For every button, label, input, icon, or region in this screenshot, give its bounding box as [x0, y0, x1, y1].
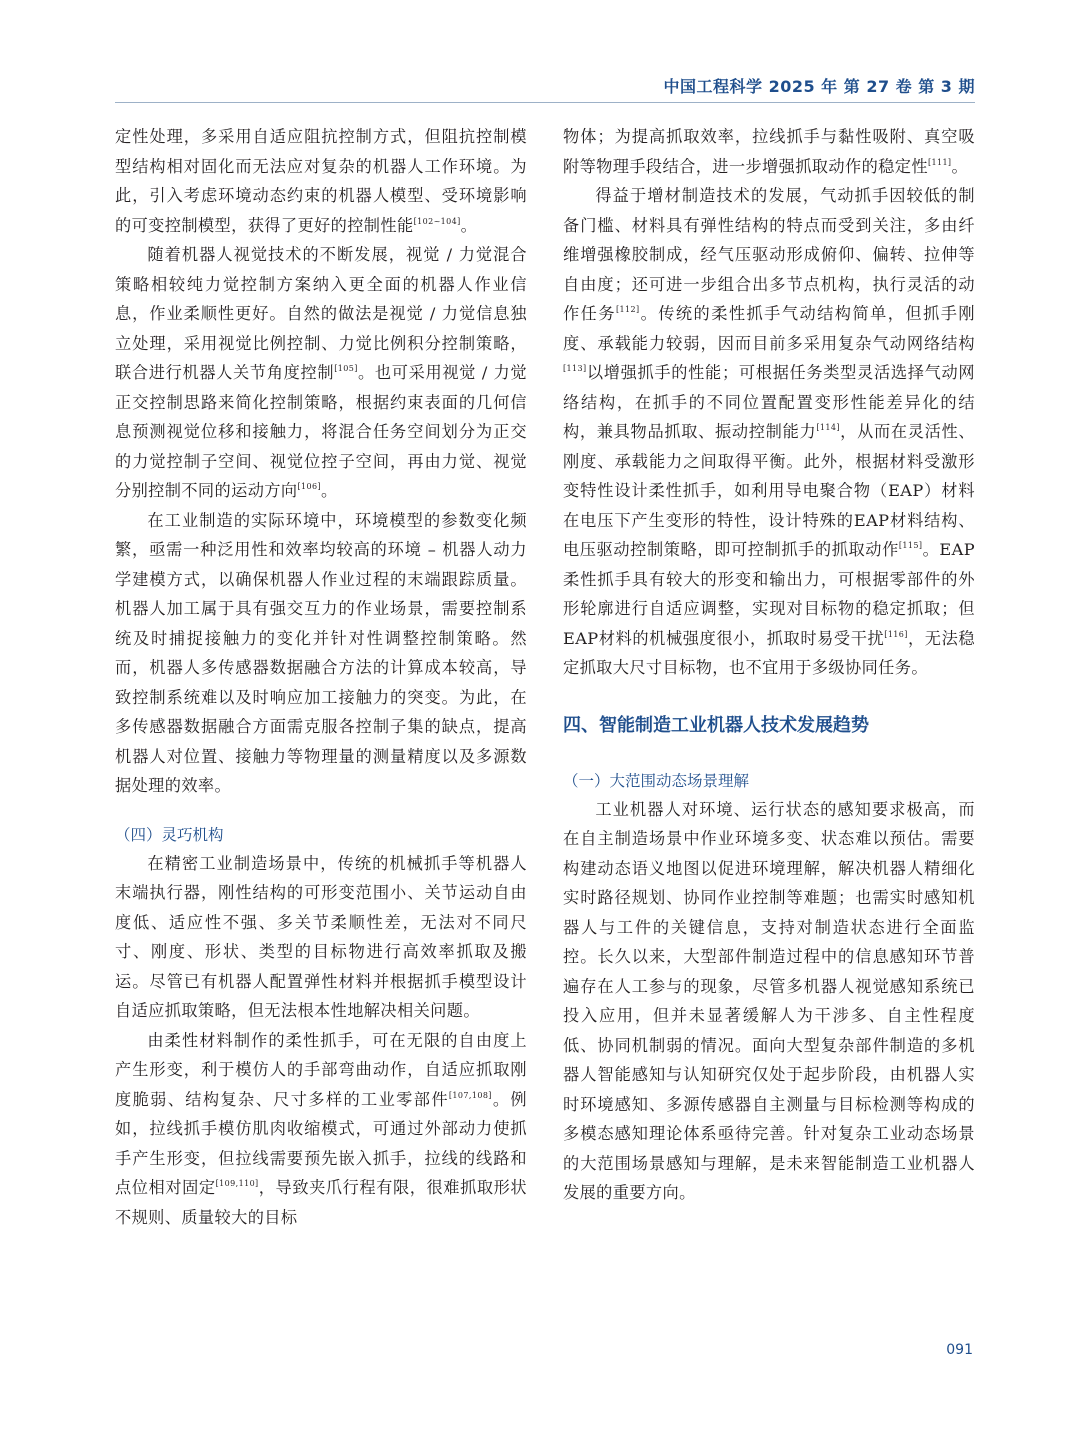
citation: [112] [615, 305, 640, 314]
citation: [105] [334, 364, 358, 373]
paragraph: 在精密工业制造场景中，传统的机械抓手等机器人末端执行器，刚性结构的可形变范围小、关节运动自由度低、适应性不强、多关节柔顺性差，无法对不同尺寸、刚度、形状、类型的目标物进行高效率抓取及搬运。尽管已有机器人配置弹性材料并根据抓手模型设计自适应抓取策略，但无法根本性地解决相关问题。 [115, 853, 527, 1020]
citation: [102~104] [413, 216, 461, 226]
citation: [109,110] [215, 1179, 259, 1188]
paragraph: 物体；为提高抓取效率，拉线抓手与黏性吸附、真空吸附等物理手段结合，进一步增强抓取动作的稳定性[111]。 [563, 127, 975, 176]
citation: [114] [816, 423, 840, 432]
citation: [115] [898, 541, 923, 550]
subsection-heading: （一）大范围动态场景理解 [563, 771, 750, 790]
section-heading: 四、智能制造工业机器人技术发展趋势 [563, 714, 869, 736]
citation: [111] [927, 157, 952, 167]
left-column [115, 122, 527, 1232]
page-number: 091 [946, 1342, 973, 1358]
citation: [116] [884, 629, 908, 639]
right-column [563, 122, 975, 1208]
paragraph: 随着机器人视觉技术的不断发展，视觉 / 力觉混合策略相较纯力觉控制方案纳入更全面的机器人作业信息，作业柔顺性更好。自然的做法是视觉 / 力觉信息独立处理，采用视觉比例控制、力觉比例积分控制策略，联合进行机器人关节角度控制[105]。也可采用视觉 / 力觉正交控制思路来简化控制策略，根据约束表面的几何信息预测视觉位移和接触力，将混合任务空间划分为正交的力觉控制子空间、视觉位控子空间，再由力觉、视觉分别控制不同的运动方向[106]。 [115, 245, 527, 500]
paragraph: 定性处理，多采用自适应阻抗控制方式，但阻抗控制模型结构相对固化而无法应对复杂的机器人工作环境。为此，引入考虑环境动态约束的机器人模型、受环境影响的可变控制模型，获得了更好的控制性能[102~104]。 [115, 127, 527, 235]
subsection-heading: （四）灵巧机构 [115, 825, 224, 844]
paragraph: 由柔性材料制作的柔性抓手，可在无限的自由度上产生形变，利于模仿人的手部弯曲动作，自适应抓取刚度脆弱、结构复杂、尺寸多样的工业零部件[107,108]。例如，拉线抓手模仿肌肉收缩模式，可通过外部动力使抓手产生形变，但拉线需要预先嵌入抓手，拉线的线路和点位相对固定[109,110]，导致夹爪行程有限，很难抓取形状不规则、质量较大的目标 [115, 1030, 527, 1227]
paragraph: 工业机器人对环境、运行状态的感知要求极高，而在自主制造场景中作业环境多变、状态难以预估。需要构建动态语义地图以促进环境理解，解决机器人精细化实时路径规划、协同作业控制等难题；也需实时感知机器人与工件的关键信息，支持对制造状态进行全面监控。长久以来，大型部件制造过程中的信息感知环节普遍存在人工参与的现象，尽管多机器人视觉感知系统已投入应用，但并未显著缓解人为干涉多、自主性程度低、协同机制弱的情况。面向大型复杂部件制造的多机器人智能感知与认知研究仅处于起步阶段，由机器人实时环境感知、多源传感器自主测量与目标检测等构成的多模态感知理论体系亟待完善。针对复杂工业动态场景的大范围场景感知与理解，是未来智能制造工业机器人发展的重要方向。 [563, 799, 975, 1202]
citation: [107,108] [448, 1090, 492, 1100]
citation: [106] [297, 482, 321, 491]
paragraph: 得益于增材制造技术的发展，气动抓手因较低的制备门槛、材料具有弹性结构的特点而受到关注，多由纤维增强橡胶制成，经气压驱动形成俯仰、偏转、拉伸等自由度；还可进一步组合出多节点机构，执行灵活的动作任务[112]。传统的柔性抓手气动结构简单，但抓手刚度、承载能力较弱，因而目前多采用复杂气动网络结构[113]以增强抓手的性能；可根据任务类型灵活选择气动网络结构，在抓手的不同位置配置变形性能差异化的结构，兼具物品抓取、振动控制能力[114]，从而在灵活性、刚度、承载能力之间取得平衡。此外，根据材料受激形变特性设计柔性抓手，如利用导电聚合物（EAP）材料在电压下产生变形的特性，设计特殊的EAP材料结构、电压驱动控制策略，即可控制抓手的抓取动作[115]。EAP柔性抓手具有较大的形变和输出力，可根据零部件的外形轮廓进行自适应调整，实现对目标物的稳定抓取；但EAP材料的机械强度很小，抓取时易受干扰[116]，无法稳定抓取大尺寸目标物，也不宜用于多级协同任务。 [563, 186, 976, 677]
paragraph: 在工业制造的实际环境中，环境模型的参数变化频繁，亟需一种泛用性和效率均较高的环境 – 机器人动力学建模方式，以确保机器人作业过程的末端跟踪质量。机器人加工属于具有强交互力的作业场景，需要控制系统及时捕捉接触力的变化并针对性调整控制策略。然而，机器人多传感器数据融合方法的计算成本较高，导致控制系统难以及时响应加工接触力的突变。为此，在多传感器数据融合方面需克服各控制子集的缺点，提高机器人对位置、接触力等物理量的测量精度以及多源数据处理的效率。 [115, 510, 527, 795]
journal-issue: 中国工程科学 2025 年 第 27 卷 第 3 期 [663, 77, 975, 96]
running-header [115, 74, 975, 103]
citation: [113] [563, 364, 587, 373]
